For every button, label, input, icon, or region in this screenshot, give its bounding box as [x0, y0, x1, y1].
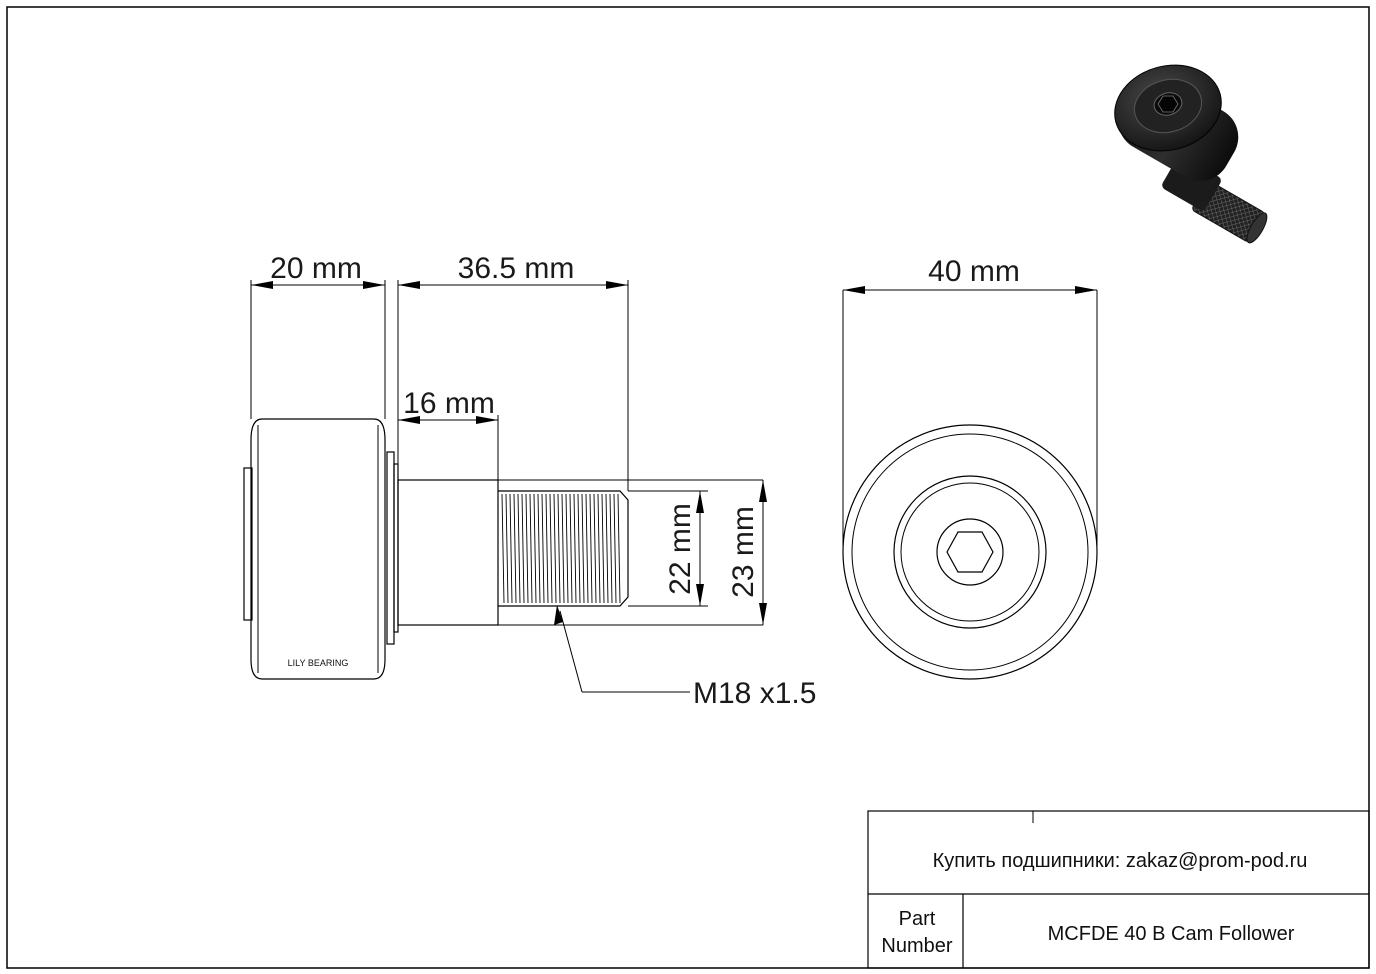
thread-line [554, 494, 556, 603]
thread-line [594, 494, 596, 603]
thread-line [566, 494, 568, 603]
part-label-line2: Number [881, 935, 953, 957]
brand-mark: LILY BEARING [287, 658, 349, 668]
part-label-line1: Part [898, 908, 936, 930]
thread-line [522, 494, 524, 603]
side-view-dimensions [251, 252, 816, 710]
thread-line [574, 494, 576, 603]
thread-line [546, 494, 548, 603]
dim-outer-diameter-label: 40 mm [928, 255, 1020, 288]
thread-line [538, 494, 540, 603]
thread-line [614, 494, 616, 603]
thread-hatching [502, 494, 620, 603]
dim-width-label: 20 mm [270, 252, 362, 285]
thread-line [558, 494, 560, 603]
thread-line [618, 494, 620, 603]
thread-line [506, 494, 508, 603]
dim-stud-diameter-label: 23 mm [727, 506, 760, 598]
thread-line [510, 494, 512, 603]
dim-length-label: 36.5 mm [457, 252, 575, 285]
thread-line [518, 494, 520, 603]
front-view [843, 255, 1097, 679]
thread-line [530, 494, 532, 603]
thread-line [602, 494, 604, 603]
thread-line [542, 494, 544, 603]
part-number-value: MCFDE 40 B Cam Follower [1047, 923, 1295, 945]
cam-follower-3d-render [1105, 53, 1271, 245]
thread-line [526, 494, 528, 603]
thread-spec-label: M18 x1.5 [693, 677, 817, 710]
thread-line [582, 494, 584, 603]
thread-line [586, 494, 588, 603]
thread-line [502, 494, 504, 603]
thread-line [562, 494, 564, 603]
thread-line [514, 494, 516, 603]
title-block [868, 811, 1369, 968]
dim-thread-length-label: 22 mm [664, 503, 697, 595]
thread-line [578, 494, 580, 603]
thread-line [550, 494, 552, 603]
thread-line [534, 494, 536, 603]
thread-line [590, 494, 592, 603]
dim-stud-label: 16 mm [403, 387, 495, 420]
thread-line [606, 494, 608, 603]
thread-line [598, 494, 600, 603]
contact-text: Купить подшипники: zakaz@prom-pod.ru [932, 850, 1308, 872]
thread-line [570, 494, 572, 603]
thread-line [610, 494, 612, 603]
